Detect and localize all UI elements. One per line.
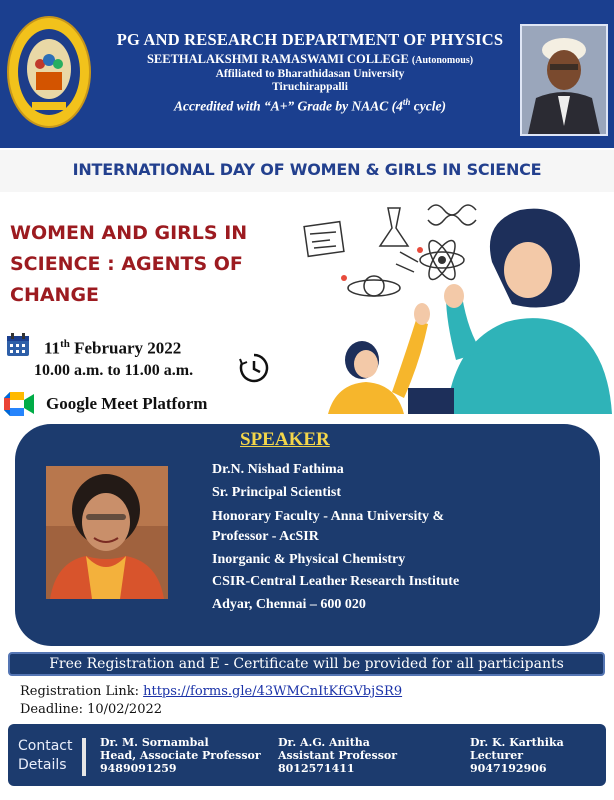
contact-person [100,736,261,775]
theme-line-1: WOMEN AND GIRLS IN [10,222,248,244]
contact-role: Assistant Professor [278,749,398,762]
speaker-photo [46,466,168,599]
affiliation: Affiliated to Bharathidasan University [215,68,405,80]
google-meet-icon [4,392,34,416]
speaker-honorary: Honorary Faculty - Anna University & [212,509,445,524]
contact-name: Dr. K. Karthika [470,736,564,749]
founder-portrait [520,24,608,136]
contact-person [470,736,564,775]
women-in-science-illustration [296,192,612,414]
speaker-name: Dr.N. Nishad Fathima [212,462,344,477]
college-logo [6,14,92,132]
contact-role: Lecturer [470,749,524,762]
contact-name: Dr. M. Sornambal [100,736,209,749]
theme-line-2: SCIENCE : AGENTS OF [10,253,243,275]
contact-label [18,737,72,775]
contact-name: Dr. A.G. Anitha [278,736,370,749]
contact-phone: 9047192906 [470,762,547,775]
event-title: INTERNATIONAL DAY OF WOMEN & GIRLS IN SCIENCE [72,160,542,179]
contact-label-line-1: Contact [18,738,73,754]
accreditation-suffix: cycle) [410,98,447,114]
city: Tiruchirappalli [272,81,348,93]
accreditation [100,97,520,115]
contact-person [278,736,397,775]
date-rest: February 2022 [69,338,182,358]
clock-icon [238,352,270,384]
speaker-department: Inorganic & Physical Chemistry [212,552,406,567]
contact-label-line-2: Details [18,757,67,773]
college-name-text: SEETHALAKSHMI RAMASWAMI COLLEGE [146,52,409,66]
speaker-institute: CSIR-Central Leather Research Institute [212,574,460,589]
registration-link-label: Registration Link: [20,684,144,699]
contact-phone: 8012571411 [278,762,355,775]
department-name: PG AND RESEARCH DEPARTMENT OF PHYSICS [116,30,504,49]
contact-divider [82,738,86,776]
date-day: 11 [44,338,61,358]
registration-notice: Free Registration and E - Certificate will be provided for all participants [49,656,564,672]
accreditation-sup: th [402,97,411,107]
accreditation-text: Accredited with “A+” Grade by NAAC (4 [173,98,403,114]
registration-link-row [20,684,402,699]
registration-deadline: Deadline: 10/02/2022 [20,702,163,717]
calendar-icon [6,333,30,357]
autonomous-label: (Autonomous) [411,55,474,66]
registration-link[interactable]: https://forms.gle/43WMCnItKfGVbjSR9 [143,684,403,699]
speaker-professor: Professor - AcSIR [212,529,319,544]
contact-role: Head, Associate Professor [100,749,261,762]
theme-line-3: CHANGE [10,284,100,306]
date-sup: th [60,338,70,350]
event-date [44,338,181,359]
contact-phone: 9489091259 [100,762,177,775]
speaker-designation: Sr. Principal Scientist [212,485,341,500]
event-theme [10,218,300,311]
speaker-heading: SPEAKER [240,429,330,450]
college-name [100,52,520,67]
event-platform: Google Meet Platform [46,394,208,413]
speaker-address: Adyar, Chennai – 600 020 [212,597,366,612]
event-time: 10.00 a.m. to 11.00 a.m. [34,362,194,379]
